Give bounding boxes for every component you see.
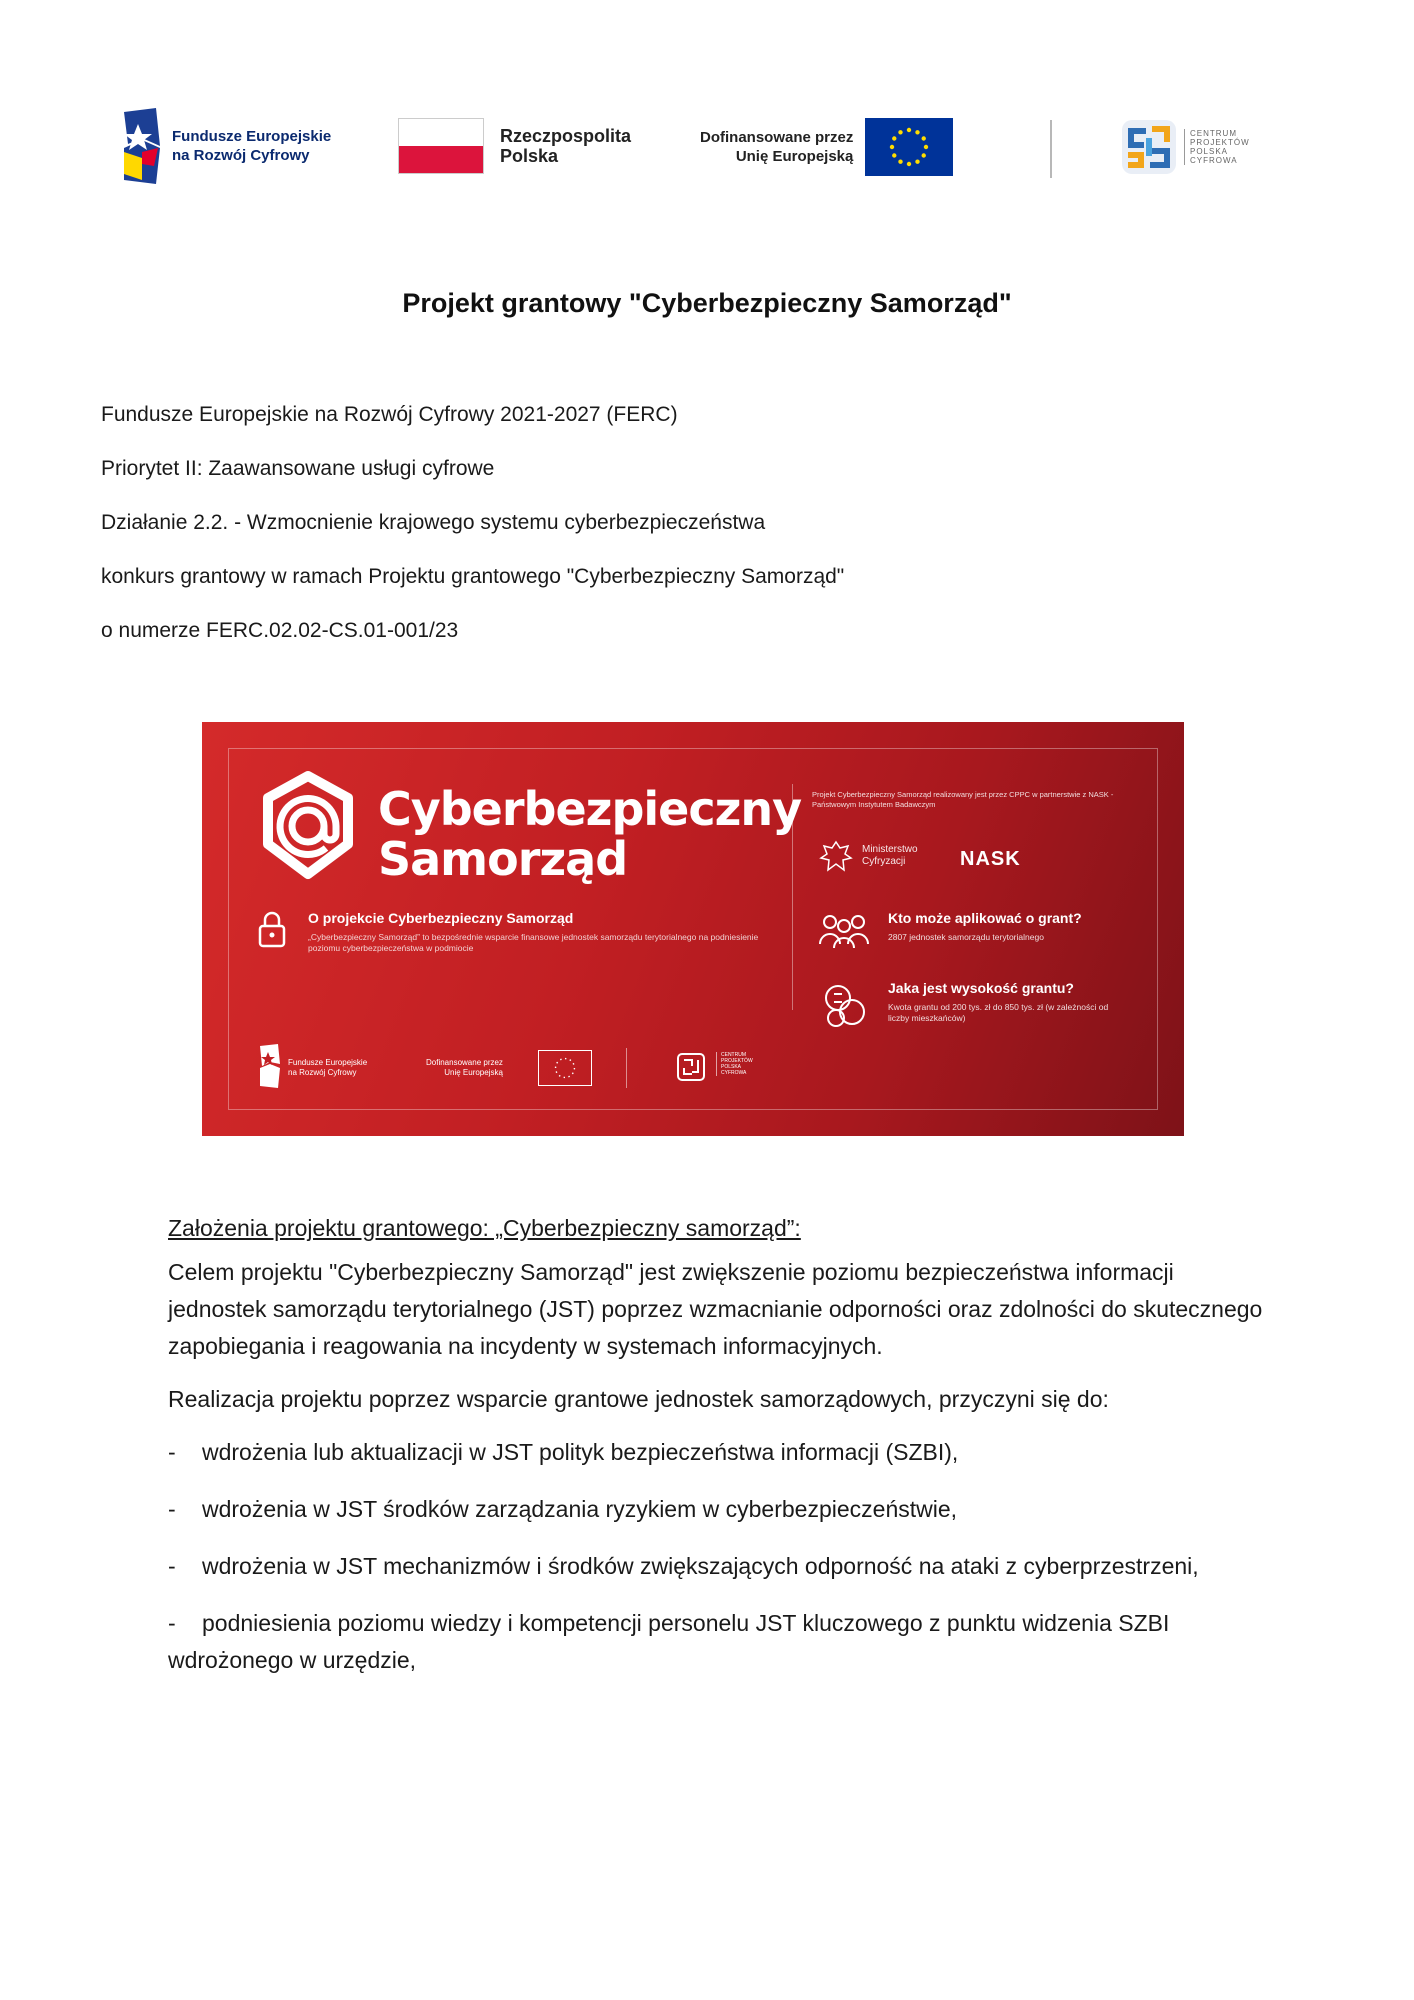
banner-cppc-line3: POLSKA bbox=[721, 1064, 742, 1070]
banner-title bbox=[378, 784, 801, 884]
bullet-marker: - bbox=[168, 1553, 176, 1579]
rp-logo-line1: Rzeczpospolita bbox=[500, 126, 632, 146]
eu-star bbox=[907, 128, 911, 132]
banner-fe-text bbox=[288, 1058, 367, 1078]
fe-logo bbox=[120, 108, 331, 184]
eu-star bbox=[899, 130, 903, 134]
intro-block bbox=[101, 402, 1301, 672]
rp-logo bbox=[398, 118, 631, 174]
banner-about-text: „Cyberbezpieczny Samorząd” to bezpośrednie wsparcie finansowe jednostek samorządu terytorialnego na podniesienie poziomu cyberbezpieczeństwa w podmiocie bbox=[308, 932, 759, 953]
list-item bbox=[168, 1491, 1278, 1528]
paragraph-goal: Celem projektu "Cyberbezpieczny Samorząd" jest zwiększenie poziomu bezpieczeństwa informacji jednostek samorządu terytorialnego (JST) poprzez wzmacnianie odporności oraz zdolności do skutecznego zapobiegania i reagowania na incydenty w systemach informacyjnych. bbox=[168, 1259, 1263, 1359]
banner-eu-text bbox=[426, 1058, 503, 1078]
rp-logo-text bbox=[500, 126, 631, 166]
eu-logo-line2: Unię Europejską bbox=[735, 148, 854, 165]
list-item-text: podniesienia poziomu wiedzy i kompetencji personelu JST kluczowego z punktu widzenia SZBI wdrożonego w urzędzie, bbox=[168, 1610, 1170, 1673]
eu-star bbox=[922, 136, 926, 140]
cppc-logo-text bbox=[1184, 129, 1250, 165]
banner-fe-line2: na Rozwój Cyfrowy bbox=[288, 1068, 357, 1077]
banner-ministry bbox=[862, 844, 918, 868]
banner-title-line2: Samorząd bbox=[378, 832, 628, 886]
nask-logo: NASK bbox=[960, 848, 1021, 870]
banner-fe-line1: Fundusze Europejskie bbox=[288, 1058, 368, 1067]
banner-cppc-line1: CENTRUM bbox=[721, 1052, 746, 1058]
eu-star bbox=[892, 153, 896, 157]
banner-amount-heading: Jaka jest wysokość grantu? bbox=[888, 980, 1074, 996]
intro-line-contest: konkurs grantowy w ramach Projektu grantowego "Cyberbezpieczny Samorząd" bbox=[101, 565, 845, 588]
fe-logo-line1: Fundusze Europejskie bbox=[172, 128, 332, 145]
cppc-logo bbox=[1122, 120, 1250, 174]
banner-fe-star-icon bbox=[258, 1044, 282, 1088]
banner-eu-flag-icon bbox=[538, 1050, 592, 1086]
people-group-icon bbox=[816, 910, 872, 950]
paragraph-realization: Realizacja projektu poprzez wsparcie grantowe jednostek samorządowych, przyczyni się do: bbox=[168, 1386, 1109, 1412]
bullet-marker: - bbox=[168, 1496, 176, 1522]
section-heading: Założenia projektu grantowego: „Cyberbezpieczny samorząd”: bbox=[168, 1215, 801, 1241]
cppc-maze-icon bbox=[1122, 120, 1176, 174]
bullet-marker: - bbox=[168, 1439, 176, 1465]
banner-cppc-line4: CYFROWA bbox=[721, 1070, 747, 1076]
banner-ministry-line1: Ministerstwo bbox=[862, 844, 918, 855]
lock-icon bbox=[258, 910, 286, 948]
banner-eu-line2: Unię Europejską bbox=[444, 1068, 503, 1077]
eagle-emblem-icon bbox=[818, 838, 854, 878]
list-item-text: wdrożenia w JST mechanizmów i środków zwiększających odporność na ataki z cyberprzestrzeni, bbox=[202, 1553, 1199, 1579]
list-item-text: wdrożenia w JST środków zarządzania ryzykiem w cyberbezpieczeństwie, bbox=[202, 1496, 958, 1522]
eu-star bbox=[916, 130, 920, 134]
cppc-line1: CENTRUM bbox=[1190, 129, 1237, 138]
eu-star bbox=[890, 145, 894, 149]
banner-amount-text: Kwota grantu od 200 tys. zł do 850 tys. zł (w zależności od liczby mieszkańców) bbox=[888, 1002, 1109, 1023]
banner-cppc-line2: PROJEKTÓW bbox=[721, 1058, 753, 1064]
coins-icon bbox=[820, 982, 868, 1028]
cppc-line2: PROJEKTÓW bbox=[1190, 138, 1250, 147]
list-item bbox=[168, 1605, 1278, 1679]
project-banner bbox=[202, 722, 1184, 1136]
eu-star bbox=[899, 160, 903, 164]
eu-logo-line1: Dofinansowane przez bbox=[700, 129, 854, 146]
list-item bbox=[168, 1548, 1278, 1585]
eu-star bbox=[922, 153, 926, 157]
eu-logo-text bbox=[700, 128, 853, 166]
banner-ministry-line2: Cyfryzacji bbox=[862, 856, 906, 867]
banner-partner-text: Projekt Cyberbezpieczny Samorząd realizowany jest przez CPPC w partnerstwie z NASK - Państwowym Instytutem Badawczym bbox=[812, 790, 1114, 809]
project-assumptions-section bbox=[168, 1214, 1278, 1699]
fe-logo-text bbox=[172, 127, 331, 165]
poland-flag-icon bbox=[398, 118, 484, 174]
eu-logo bbox=[700, 118, 953, 176]
banner-about-heading: O projekcie Cyberbezpieczny Samorząd bbox=[308, 910, 574, 926]
banner-footer-separator bbox=[626, 1048, 627, 1088]
banner-cppc-text bbox=[716, 1052, 753, 1076]
banner-footer bbox=[258, 1044, 1138, 1094]
banner-who-text: 2807 jednostek samorządu terytorialnego bbox=[888, 932, 1044, 942]
intro-line-number: o numerze FERC.02.02-CS.01-001/23 bbox=[101, 619, 459, 642]
logo-separator bbox=[1050, 120, 1052, 178]
eu-flag-icon bbox=[865, 118, 953, 176]
bullet-marker: - bbox=[168, 1610, 176, 1636]
cppc-line4: CYFROWA bbox=[1190, 156, 1238, 165]
banner-eu-line1: Dofinansowane przez bbox=[426, 1058, 503, 1067]
list-item-text: wdrożenia lub aktualizacji w JST polityk bezpieczeństwa informacji (SZBI), bbox=[202, 1439, 959, 1465]
list-item bbox=[168, 1434, 1278, 1471]
eu-star bbox=[907, 162, 911, 166]
eu-star bbox=[916, 160, 920, 164]
intro-line-action: Działanie 2.2. - Wzmocnienie krajowego systemu cyberbezpieczeństwa bbox=[101, 511, 766, 534]
logo-bar bbox=[0, 100, 1414, 200]
page-title: Projekt grantowy "Cyberbezpieczny Samorząd" bbox=[402, 288, 1012, 318]
banner-who-heading: Kto może aplikować o grant? bbox=[888, 910, 1082, 926]
banner-cppc-maze-icon bbox=[676, 1052, 706, 1082]
intro-line-priority: Priorytet II: Zaawansowane usługi cyfrowe bbox=[101, 457, 495, 480]
eu-star bbox=[892, 136, 896, 140]
fe-logo-line2: na Rozwój Cyfrowy bbox=[172, 147, 310, 164]
cppc-line3: POLSKA bbox=[1190, 147, 1229, 156]
eu-star bbox=[924, 145, 928, 149]
rp-logo-line2: Polska bbox=[500, 146, 559, 166]
shield-at-icon bbox=[260, 770, 356, 880]
banner-title-line1: Cyberbezpieczny bbox=[378, 782, 802, 836]
intro-line-program: Fundusze Europejskie na Rozwój Cyfrowy 2021-2027 (FERC) bbox=[101, 403, 678, 426]
fe-star-icon bbox=[120, 108, 164, 184]
